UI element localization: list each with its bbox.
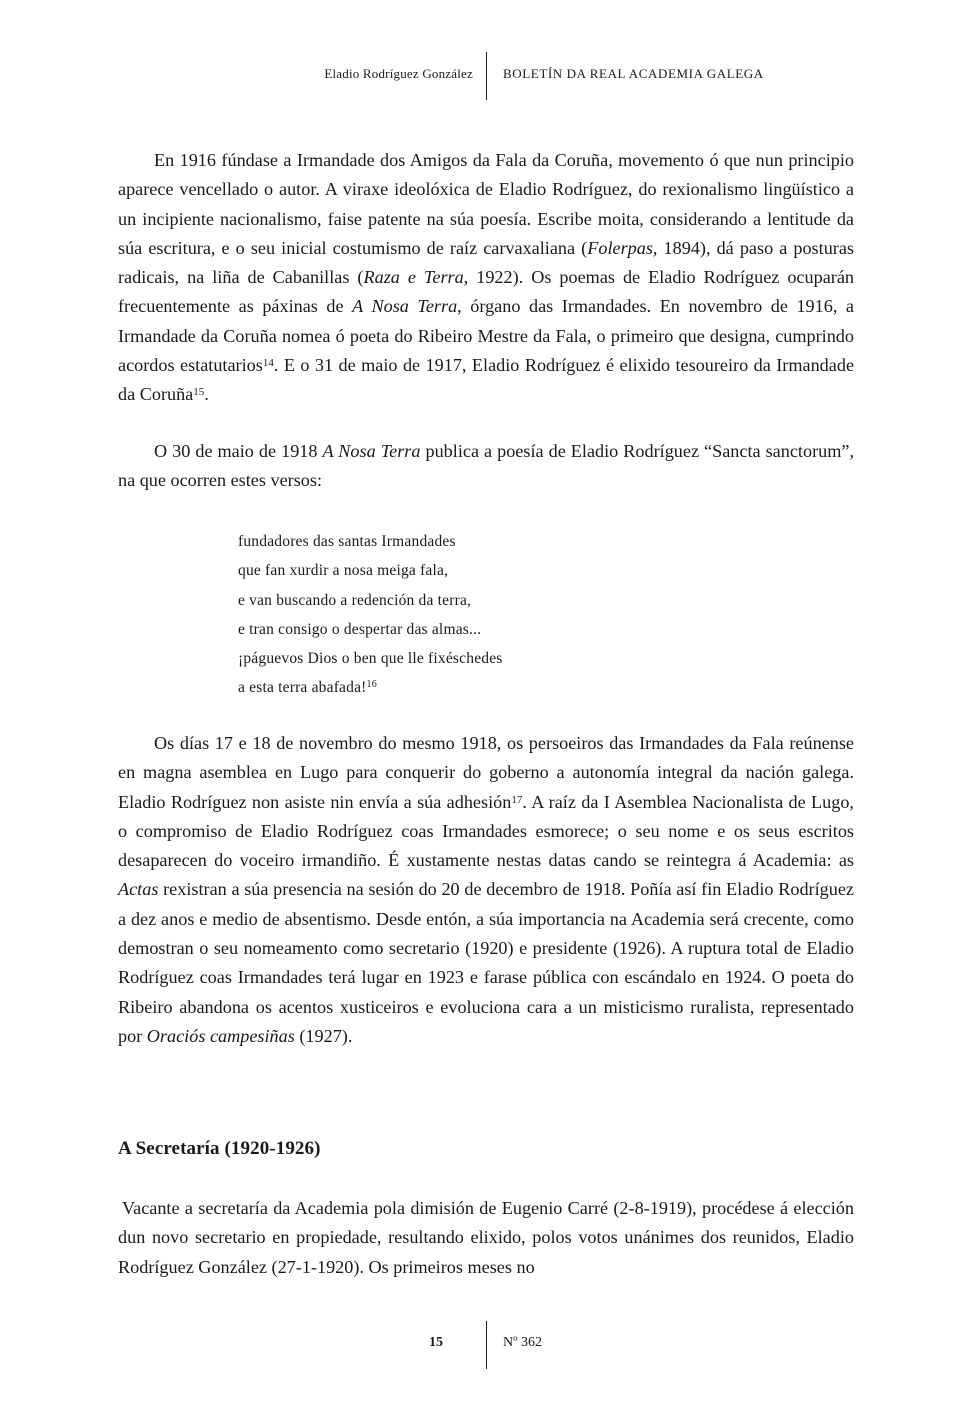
poem-line: fundadores das santas Irmandades <box>238 533 456 550</box>
issue-number: Nº 362 <box>503 1335 542 1350</box>
paragraph-block-4 <box>118 1194 854 1282</box>
poem-line: e tran consigo o despertar das almas... <box>238 620 482 638</box>
header-author: Eladio Rodríguez González <box>324 66 473 81</box>
work-title-raza-e-terra: Raza e Terra <box>363 267 464 288</box>
running-footer <box>0 1321 975 1369</box>
poem-line: ¡páguevos Dios o ben que lle fixéschedes <box>238 650 503 668</box>
running-header <box>0 52 975 100</box>
footnote-ref-15[interactable]: 15 <box>193 386 205 399</box>
publication-a-nosa-terra: A Nosa Terra <box>322 441 421 461</box>
paragraph-block-1 <box>118 146 854 410</box>
section-heading: A Secretaría (1920-1926) <box>118 1138 321 1159</box>
poem-quote <box>238 527 503 703</box>
poem-line: e van buscando a redención da terra, <box>238 591 472 609</box>
poem-line: que fan xurdir a nosa meiga fala, <box>238 562 449 580</box>
paragraph-3: Os días 17 e 18 de novembro do mesmo 1918, os persoeiros das Irmandades da Fala reúnense en magna asemblea en Lugo para conquerir do goberno a autonomía integral da nación galega. Eladio Rodríguez non asiste nin envía a súa adhesión$^{17}$. A raíz da I Asemblea Nacionalista de Lugo, o compromiso de Eladio Rodríguez coas Irmandades esmorece; o seu nome e os seus escritos desaparecen do voceiro irmandiño. É xustamente nestas datas cando se reintegra á Academia: as Actas rexistran a súa presencia na sesión do 20 de decembro de 1918. Poñía así fin Eladio Rodríguez a dez anos e medio de absentismo. Desde entón, a súa importancia na Academia será crecente, como demostran o seu nomeamento como secretario (1920) e presidente (1926). A ruptura total de Eladio Rodríguez coas Irmandades terá lugar en 1923 e farase pública con escándalo en 1924. O poeta do Ribeiro abandona os acentos xusticeiros e evoluciona cara a un misticismo ruralista, representado por Oraciós campesiñas (1927). <box>118 733 854 1046</box>
footnote-ref-17[interactable]: 17 <box>511 793 523 806</box>
paragraph-block-2 <box>118 437 854 496</box>
paragraph-1: En 1916 fúndase a Irmandade dos Amigos da Fala da Coruña, movemento ó que nun principio aparece vencellado o autor. A viraxe ideolóxica de Eladio Rodríguez, do rexionalismo lingüístico a un incipiente nacionalismo, faise patente na súa poesía. Escribe moita, considerando a lentitude da súa escritura, e o seu inicial costumismo de raíz carvaxaliana (Folerpas, 1894), dá paso a posturas radicais, na liña de Cabanillas (Raza e Terra, 1922). Os poemas de Eladio Rodríguez ocuparán frecuentemente as páxinas de A Nosa Terra, órgano das Irmandades. En novembro de 1916, a Irmandade da Coruña nomea ó poeta do Ribeiro Mestre da Fala, o primeiro que designa, cumprindo acordos estatutarios$^{14}$. E o 31 de maio de 1917, Eladio Rodríguez é elixido tesoureiro da Irmandade da Coruña$^{15}$. <box>118 150 855 405</box>
footnote-ref-14[interactable]: 14 <box>262 357 274 370</box>
footnote-ref-16[interactable]: 16 <box>366 679 377 691</box>
work-title-actas: Actas <box>118 879 159 900</box>
footer-divider <box>486 1321 487 1369</box>
publication-a-nosa-terra: A Nosa Terra <box>352 296 458 317</box>
paragraph-2: O 30 de maio de 1918 A Nosa Terra publica a poesía de Eladio Rodríguez “Sancta sanctorum”, na que ocorren estes versos: <box>118 441 854 491</box>
header-journal-title: BOLETÍN DA REAL ACADEMIA GALEGA <box>503 66 764 81</box>
paragraph-block-3 <box>118 729 854 1051</box>
page-number: 15 <box>429 1335 443 1350</box>
paragraph-4: Vacante a secretaría da Academia pola dimisión de Eugenio Carré (2-8-1919), procédese á elección dun novo secretario en propiedade, resultando elixido, polos votos unánimes dos reunidos, Eladio Rodríguez González (27-1-1920). Os primeiros meses no <box>118 1198 854 1277</box>
work-title-oracios-campesinas: Oraciós campesiñas <box>146 1025 295 1046</box>
poem-line-last: a esta terra abafada!$^{16}$ <box>238 679 377 697</box>
header-divider <box>486 52 487 100</box>
work-title-folerpas: Folerpas <box>587 237 653 258</box>
